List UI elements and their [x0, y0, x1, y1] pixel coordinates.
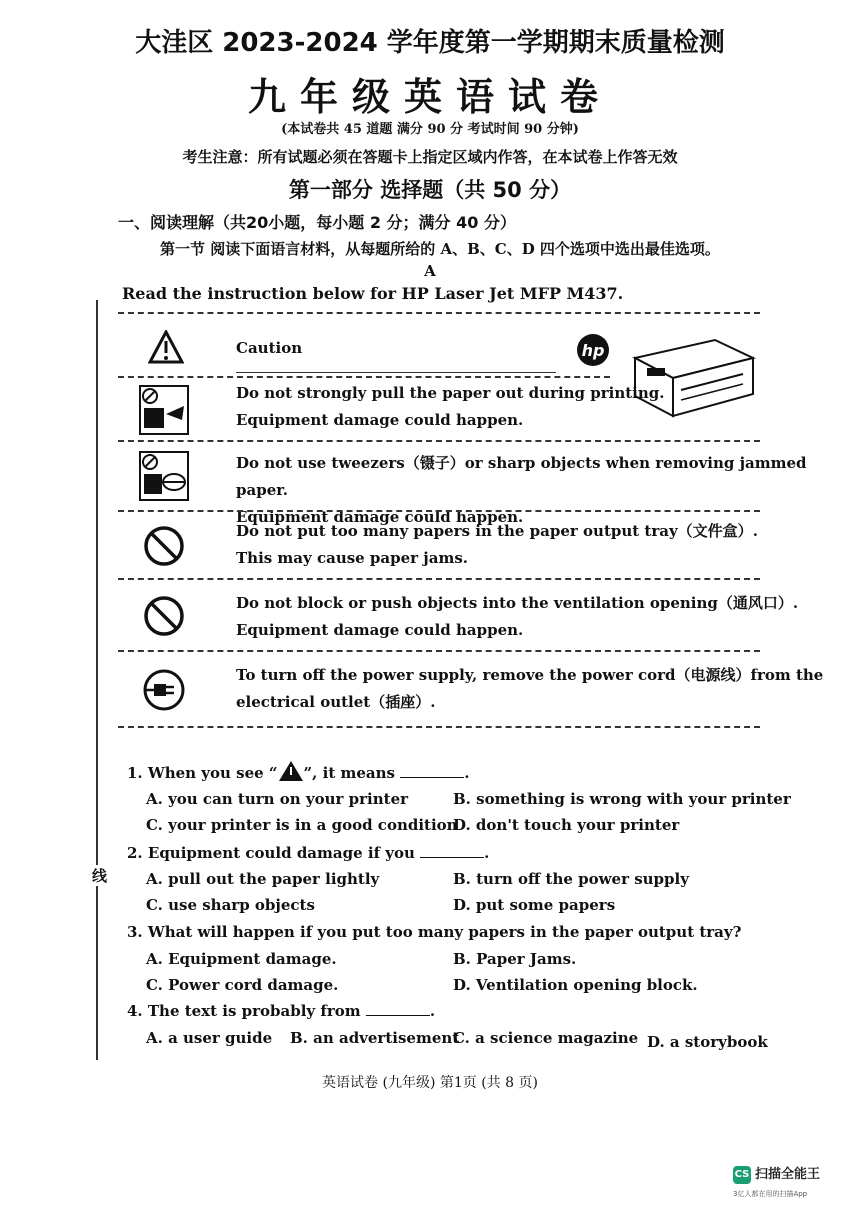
- question-2: 2. Equipment could damage if you .: [127, 844, 490, 862]
- caution-header-rule: [236, 372, 556, 373]
- q1-option-c: C. your printer is in a good condition: [146, 816, 458, 834]
- paper-pull-warning-icon: [138, 384, 190, 436]
- caution-row-3-line2: This may cause paper jams.: [236, 549, 468, 567]
- prohibited-icon: [138, 520, 190, 572]
- question-3: 3. What will happen if you put too many papers in the paper output tray?: [127, 923, 742, 941]
- margin-char: 线: [92, 867, 108, 885]
- caution-row-3-line1: Do not put too many papers in the paper output tray（文件盒）.: [236, 522, 758, 540]
- power-plug-icon: [138, 664, 190, 716]
- q1-option-b: B. something is wrong with your printer: [453, 790, 791, 808]
- question-1-stem-a: 1. When you see “: [127, 764, 278, 782]
- row-rule-4: [118, 578, 760, 580]
- passage-intro: Read the instruction below for HP Laser Jet MFP M437.: [122, 284, 624, 303]
- hp-logo-text: hp: [581, 341, 605, 360]
- q4-option-a: A. a user guide: [146, 1029, 273, 1047]
- caution-row-4-line1: Do not block or push objects into the ventilation opening（通风口）.: [236, 594, 799, 612]
- q3-option-a: A. Equipment damage.: [146, 950, 337, 968]
- warning-triangle-icon: [278, 760, 304, 782]
- row-rule-5: [118, 650, 760, 652]
- answer-blank: [366, 1003, 430, 1016]
- caution-row-1-line1: Do not strongly pull the paper out during printing.: [236, 384, 665, 402]
- caution-row-5-line1: To turn off the power supply, remove the power cord（电源线）from the: [236, 666, 824, 684]
- row-rule-2: [118, 440, 760, 442]
- answer-blank: [400, 765, 464, 778]
- q4-option-d: D. a storybook: [647, 1033, 768, 1051]
- exam-notice: 考生注意：所有试题必须在答题卡上指定区域内作答，在本试卷上作答无效: [182, 148, 678, 166]
- exam-info: (本试卷共 45 道题 满分 90 分 考试时间 90 分钟): [281, 122, 579, 137]
- caution-row-2-line1: Do not use tweezers（镊子）or sharp objects when removing jammed paper.: [236, 454, 807, 499]
- passage-letter: A: [424, 262, 436, 280]
- q3-option-d: D. Ventilation opening block.: [453, 976, 698, 994]
- answer-blank: [420, 845, 484, 858]
- q2-option-c: C. use sharp objects: [146, 896, 315, 914]
- q3-option-c: C. Power cord damage.: [146, 976, 339, 994]
- question-1-stem-b: ”, it means: [303, 764, 395, 782]
- q1-option-d: D. don't touch your printer: [453, 816, 680, 834]
- question-4: 4. The text is probably from .: [127, 1002, 436, 1020]
- camscanner-logo-icon: CS: [733, 1166, 751, 1184]
- warning-triangle-icon: [148, 330, 184, 364]
- hp-logo-icon: [575, 332, 611, 368]
- exam-title: 大洼区 2023-2024 学年度第一学期期末质量检测: [135, 28, 725, 58]
- watermark-name: 扫描全能王: [755, 1167, 821, 1182]
- section-title: 一、阅读理解（共20小题，每小题 2 分；满分 40 分）: [118, 213, 516, 232]
- q1-option-a: A. you can turn on your printer: [146, 790, 409, 808]
- section-instruction: 第一节 阅读下面语言材料，从每题所给的 A、B、C、D 四个选项中选出最佳选项。: [160, 240, 720, 258]
- question-2-stem: 2. Equipment could damage if you: [127, 844, 415, 862]
- q4-option-b: B. an advertisement: [290, 1029, 460, 1047]
- caution-row-4-line2: Equipment damage could happen.: [236, 621, 524, 639]
- q2-option-a: A. pull out the paper lightly: [146, 870, 380, 888]
- row-rule-1: [118, 376, 610, 378]
- q4-option-c: C. a science magazine: [453, 1029, 639, 1047]
- question-4-stem: 4. The text is probably from: [127, 1002, 361, 1020]
- table-bottom-rule: [118, 726, 760, 728]
- q2-option-d: D. put some papers: [453, 896, 616, 914]
- caution-label: Caution: [236, 339, 303, 357]
- scanner-watermark: [733, 1163, 820, 1184]
- q3-option-b: B. Paper Jams.: [453, 950, 577, 968]
- prohibited-icon: [138, 590, 190, 642]
- tweezers-warning-icon: [138, 450, 190, 502]
- part-title: 第一部分 选择题（共 50 分）: [288, 178, 572, 202]
- row-rule-3: [118, 510, 760, 512]
- watermark-subtitle: 3亿人都在用的扫描App: [733, 1190, 808, 1198]
- caution-row-2-line2: Equipment damage could happen.: [236, 508, 524, 526]
- caution-row-1-line2: Equipment damage could happen.: [236, 411, 524, 429]
- q2-option-b: B. turn off the power supply: [453, 870, 689, 888]
- paper-title: 九年级英语试卷: [247, 75, 612, 119]
- caution-row-5-line2: electrical outlet（插座）.: [236, 693, 436, 711]
- table-top-rule: [118, 312, 760, 314]
- page-footer: 英语试卷 (九年级) 第1页 (共 8 页): [322, 1075, 538, 1091]
- question-1: 1. When you see “ ”, it means .: [127, 760, 469, 782]
- binding-margin-line: [96, 300, 98, 1060]
